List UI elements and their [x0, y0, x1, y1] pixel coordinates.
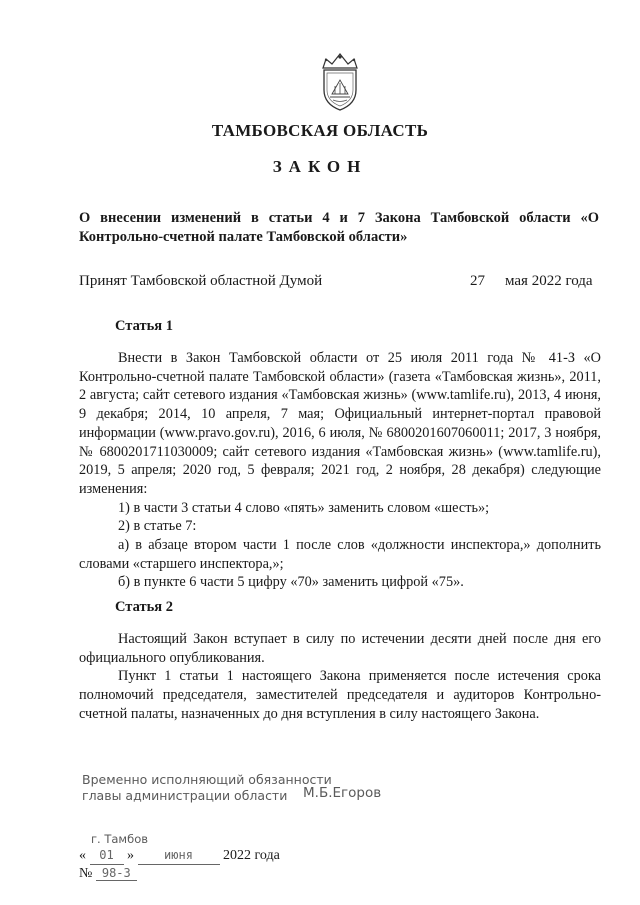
article-2-heading: Статья 2	[115, 599, 173, 615]
region-title: ТАМБОВСКАЯ ОБЛАСТЬ	[211, 121, 429, 140]
article-1-item-2: 2) в статье 7:	[118, 518, 197, 535]
adopted-month-year: мая 2022 года	[505, 273, 593, 289]
date-close-quote: »	[127, 848, 134, 863]
adopted-day: 27	[470, 273, 485, 289]
article-1-intro: Внести в Закон Тамбовской области от 25 июля 2011 года № 41-З «О Контрольно-счетной палате Тамбовской области» (газета «Тамбовская жизнь», 2011, 2 августа; сайт сетевого издания «Тамбовская жизнь» (www.tamlife.ru), 2013, 4 июня, 9 декабря; 2014, 10 апреля, 7 мая; Официальный интернет-портал правовой информации (www.pravo.gov.ru), 2016, 6 июля, № 6800201607060011; 2017, 3 ноября, № 6800201711030009; сайт сетевого издания «Тамбовская жизнь» (www.tamlife.ru), 2019, 5 апреля; 2020 год, 5 февраля; 2021 год, 2 ноября, 28 декабря) следующие изменения:	[79, 350, 601, 497]
adopted-by-text: Принят Тамбовской областной Думой	[79, 273, 323, 289]
city-label: г. Тамбов	[91, 832, 149, 846]
date-year: 2022 года	[223, 848, 280, 863]
date-open-quote: «	[79, 848, 86, 863]
article-2-body	[79, 630, 601, 724]
article-1-heading: Статья 1	[115, 318, 173, 334]
signatory-position-line-1: Временно исполняющий обязанности	[82, 772, 332, 787]
coat-of-arms-icon	[318, 50, 362, 112]
article-2-paragraph-2: Пункт 1 статьи 1 настоящего Закона применяется после истечения срока полномочий председателя, заместителей председателя и аудиторов Контрольно-счетной палаты, назначенных до дня вступления в силу настоящего Закона.	[79, 668, 601, 722]
article-1-item-2b: б) в пункте 6 части 5 цифру «70» заменить цифрой «75».	[118, 574, 464, 591]
date-day: 01	[99, 848, 114, 862]
number-value: 98-З	[96, 866, 137, 881]
article-1-body	[79, 349, 601, 592]
signatory-name: М.Б.Егоров	[303, 785, 382, 801]
article-2-paragraph-1: Настоящий Закон вступает в силу по истечении десяти дней после дня его официального опубликования.	[79, 631, 601, 666]
article-1-item-1: 1) в части 3 статьи 4 слово «пять» заменить словом «шесть»;	[118, 499, 490, 516]
document-type-title: ЗАКОН	[272, 157, 368, 176]
article-1-item-2a: а) в абзаце втором части 1 после слов «должности инспектора,» дополнить словами «старшего инспектора,»;	[79, 537, 601, 572]
date-month: июня	[164, 848, 193, 862]
law-number	[79, 866, 137, 882]
law-subject: О внесении изменений в статьи 4 и 7 Закона Тамбовской области «О Контрольно-счетной палате Тамбовской области»	[79, 210, 599, 245]
signing-date	[79, 848, 280, 865]
number-label: №	[79, 866, 93, 881]
signatory-position-line-2: главы администрации области	[82, 788, 288, 803]
